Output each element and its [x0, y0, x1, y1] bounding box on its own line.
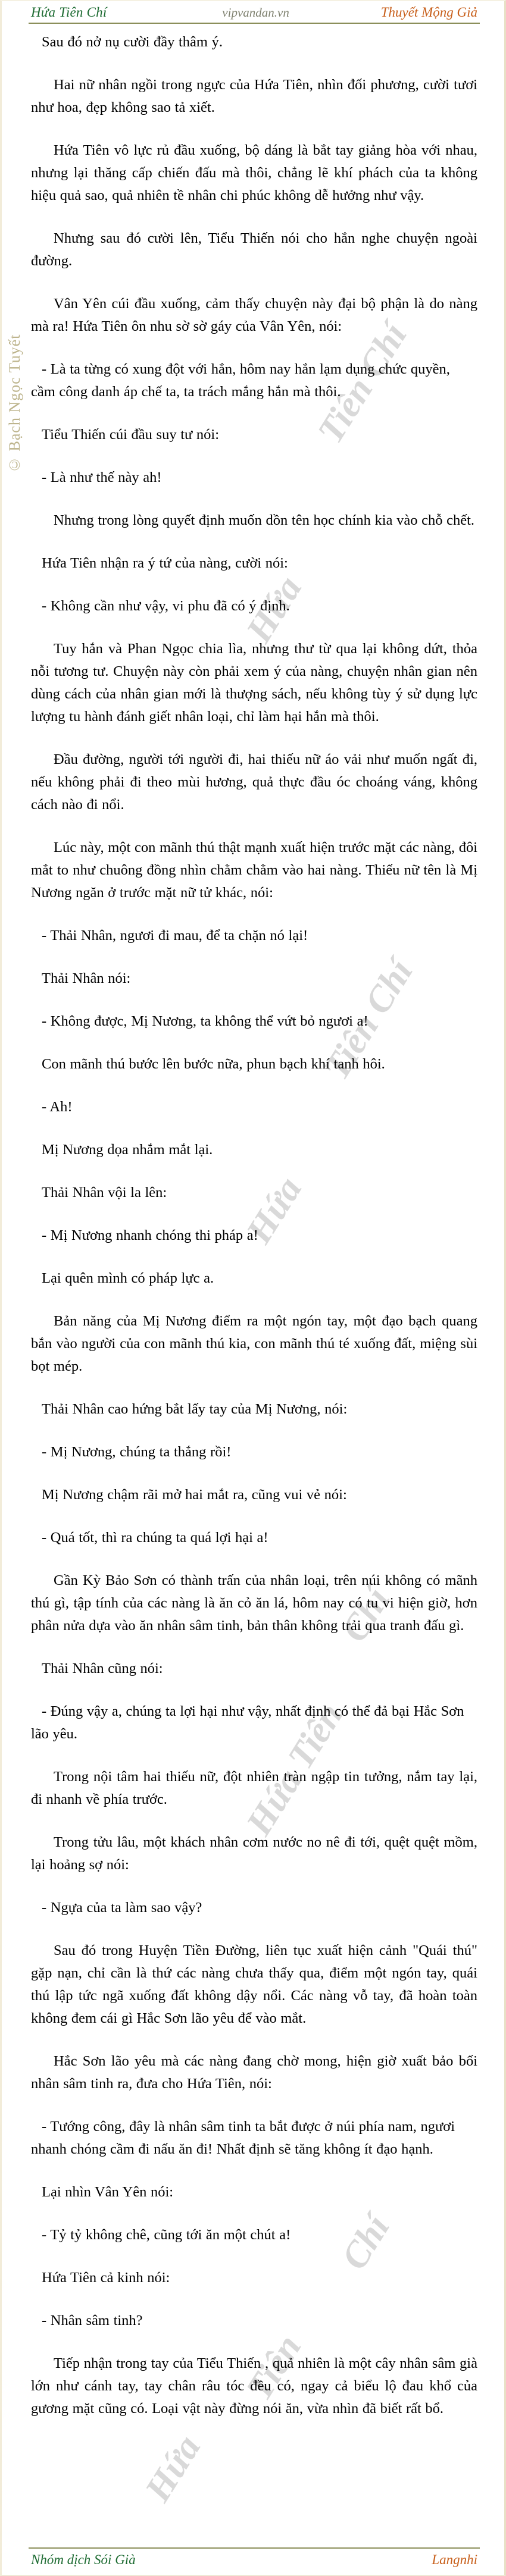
paragraph: Con mãnh thú bước lên bước nữa, phun bạch khí tanh hôi. — [42, 1056, 385, 1072]
paragraph: Mị Nương chậm rãi mở hai mắt ra, cũng vui vẻ nói: — [42, 1487, 347, 1503]
translation-group-credit: Nhóm dịch Sói Già — [31, 2552, 136, 2567]
paragraph: Tuy hắn và Phan Ngọc chia lìa, nhưng thư từ qua lại không dứt, thỏa nỗi tương tư. Chuyện này còn phải xem ý của nàng, chuyện nhân gian nên dùng cách của nhân gian mới là thượng sách, nếu không tùy ý sử dụng lực lượng tu hành đánh giết nhân loại, chỉ làm hại hắn mà thôi. — [31, 641, 477, 725]
dialogue-line: - Không được, Mị Nương, ta không thể vứt bỏ ngươi a! — [42, 1013, 368, 1029]
paragraph: Hứa Tiên nhận ra ý tứ của nàng, cười nói: — [42, 555, 288, 571]
paragraph: Vân Yên cúi đầu xuống, cảm thấy chuyện này đại bộ phận là do nàng mà ra! Hứa Tiên ôn nhu sờ sờ gáy của Vân Yên, nói: — [31, 296, 477, 334]
novel-title: Hứa Tiên Chí — [31, 5, 107, 20]
chapter-body — [31, 31, 477, 2440]
dialogue-line: - Mị Nương, chúng ta thắng rồi! — [42, 1444, 232, 1460]
dialogue-line: - Là như thế này ah! — [42, 469, 162, 485]
paragraph: Thải Nhân nói: — [42, 970, 131, 986]
watermark-text: Chí — [333, 1580, 398, 1649]
paragraph: Trong nội tâm hai thiếu nữ, đột nhiên tràn ngập tin tưởng, nắm tay lại, đi nhanh về phía trước. — [31, 1769, 477, 1807]
watermark-text: Chí — [333, 2208, 398, 2277]
page-footer — [29, 2547, 480, 2568]
paragraph: Thải Nhân cao hứng bắt lấy tay của Mị Nương, nói: — [42, 1401, 348, 1417]
dialogue-line: - Không cần như vậy, vi phu đã có ý định. — [42, 598, 290, 614]
paragraph: Thải Nhân vội la lên: — [42, 1184, 167, 1201]
site-name[interactable]: vipvandan.vn — [222, 5, 289, 20]
watermark-text: Hứa — [238, 569, 310, 650]
watermark-text: Hứa — [137, 2428, 209, 2509]
watermark-text: Tiên Chí — [316, 952, 421, 1087]
dialogue-line: - Ah! — [42, 1099, 73, 1115]
paragraph: Nhưng sau đó cười lên, Tiểu Thiến nói cho hắn nghe chuyện ngoài đường. — [31, 230, 477, 269]
header-row — [29, 5, 480, 24]
dialogue-line: - Quá tốt, thì ra chúng ta quá lợi hại a! — [42, 1530, 268, 1546]
dialogue-line: - Đúng vậy a, chúng ta lợi hại như vậy, nhất định có thể đả bại Hắc Sơn lão yêu. — [31, 1703, 464, 1742]
dialogue-line: - Tỷ tỷ không chê, cũng tới ăn một chút a! — [42, 2227, 291, 2243]
paragraph: Tiếp nhận trong tay của Tiểu Thiến , quả nhiên là một cây nhân sâm già lớn như cánh tay, tay chân râu tóc đều có, ngay cả biểu lộ đau khổ của gương mặt cũng có. Loại vật này đừng nói ăn, vừa nhìn đã biết rất bổ. — [31, 2355, 477, 2417]
watermark-text: Tiên Chí — [310, 316, 415, 450]
dialogue-line: - Là ta từng có xung đột với hắn, hôm nay hắn lạm dụng chức quyền, cầm công danh áp chế ta, ta trách mắng hắn mà thôi. — [31, 361, 450, 400]
dialogue-line: - Nhân sâm tinh? — [42, 2312, 143, 2329]
paragraph: Nhưng trong lòng quyết định muốn dồn tên học chính kia vào chỗ chết. — [54, 512, 475, 528]
paragraph: Lại nhìn Vân Yên nói: — [42, 2184, 174, 2200]
translator-credit: Langnhi — [432, 2552, 477, 2567]
side-copyright-text: © Bạch Ngọc Tuyết — [6, 334, 23, 474]
paragraph: Lại quên mình có pháp lực a. — [42, 1270, 214, 1286]
watermark-text: Tiên — [238, 2328, 310, 2408]
paragraph: Lúc này, một con mãnh thú thật mạnh xuất hiện trước mặt các nàng, đôi mắt to như chuông đồng nhìn chằm chằm vào hai nàng. Thiếu nữ tên là Mị Nương ngăn ở trước mặt nữ tử khác, nói: — [31, 839, 477, 901]
paragraph: Mị Nương dọa nhắm mắt lại. — [42, 1142, 213, 1158]
watermark-text: Hứa Tiên — [238, 1696, 351, 1842]
paragraph: Bản năng của Mị Nương điểm ra một ngón tay, một đạo bạch quang bắn vào người của con mãnh thú kia, con mãnh thú té xuống đất, miệng sùi bọt mép. — [31, 1313, 477, 1374]
dialogue-line: - Mị Nương nhanh chóng thi pháp a! — [42, 1227, 258, 1243]
dialogue-line: - Thải Nhân, ngươi đi mau, để ta chặn nó lại! — [42, 927, 308, 944]
paragraph: Trong tửu lâu, một khách nhân cơm nước no nê đi tới, quệt quệt mồm, lại hoảng sợ nói: — [31, 1834, 477, 1873]
paragraph: Sau đó nở nụ cười đầy thâm ý. — [42, 34, 223, 50]
paragraph: Hắc Sơn lão yêu mà các nàng đang chờ mong, hiện giờ xuất bảo bối nhân sâm tinh ra, đưa cho Hứa Tiên, nói: — [31, 2053, 477, 2092]
dialogue-line: - Ngựa của ta làm sao vậy? — [42, 1900, 202, 1916]
paragraph: Sau đó trong Huyện Tiền Đường, liên tục xuất hiện cảnh "Quái thú" gặp nạn, chỉ cần là thứ các nàng chưa thấy qua, điểm một ngón tay, quái thú lập tức ngã xuống đất không dậy nổi. Các nàng vỗ tay, đã hoàn toàn không đem cái gì Hắc Sơn lão yêu để vào mắt. — [31, 1942, 477, 2026]
watermark-text: Hứa — [238, 1170, 310, 1251]
paragraph: Hứa Tiên cả kinh nói: — [42, 2270, 170, 2286]
dialogue-line: - Tướng công, đây là nhân sâm tinh ta bắt được ở núi phía nam, ngươi nhanh chóng cầm đi nấu ăn đi! Nhất định sẽ tăng không ít đạo hạnh. — [31, 2119, 455, 2157]
paragraph: Thải Nhân cũng nói: — [42, 1660, 163, 1676]
footer-row — [29, 2547, 480, 2568]
paragraph: Tiểu Thiến cúi đầu suy tư nói: — [42, 427, 220, 443]
author-name: Thuyết Mộng Giả — [380, 5, 477, 20]
paragraph: Đầu đường, người tới người đi, hai thiếu nữ áo vải như muốn ngất đi, nếu không phải đi theo mùi hương, quả thực đầu óc choáng váng, không cách nào đi nổi. — [31, 751, 477, 813]
paragraph: Gần Kỳ Bảo Sơn có thành trấn của nhân loại, trên núi không có mãnh thú gì, tập tính của các nàng là ăn cỏ ăn lá, hôm nay có tu vi hiện giờ, hơn phân nửa dựa vào ăn nhân sâm tinh, bản thân không trải qua tranh đấu gì. — [31, 1572, 477, 1634]
paragraph: Hứa Tiên vô lực rủ đầu xuống, bộ dáng là bắt tay giảng hòa với nhau, nhưng lại thăng cấp chiến đấu mà thôi, chẳng lẽ khí phách của ta không hiệu quả sao, quả nhiên tề nhân chi phúc không dễ hưởng như vậy. — [31, 142, 477, 203]
page-header — [29, 5, 480, 31]
paragraph: Hai nữ nhân ngồi trong ngực của Hứa Tiên, nhìn đối phương, cười tươi như hoa, đẹp không sao tả xiết. — [31, 77, 477, 115]
